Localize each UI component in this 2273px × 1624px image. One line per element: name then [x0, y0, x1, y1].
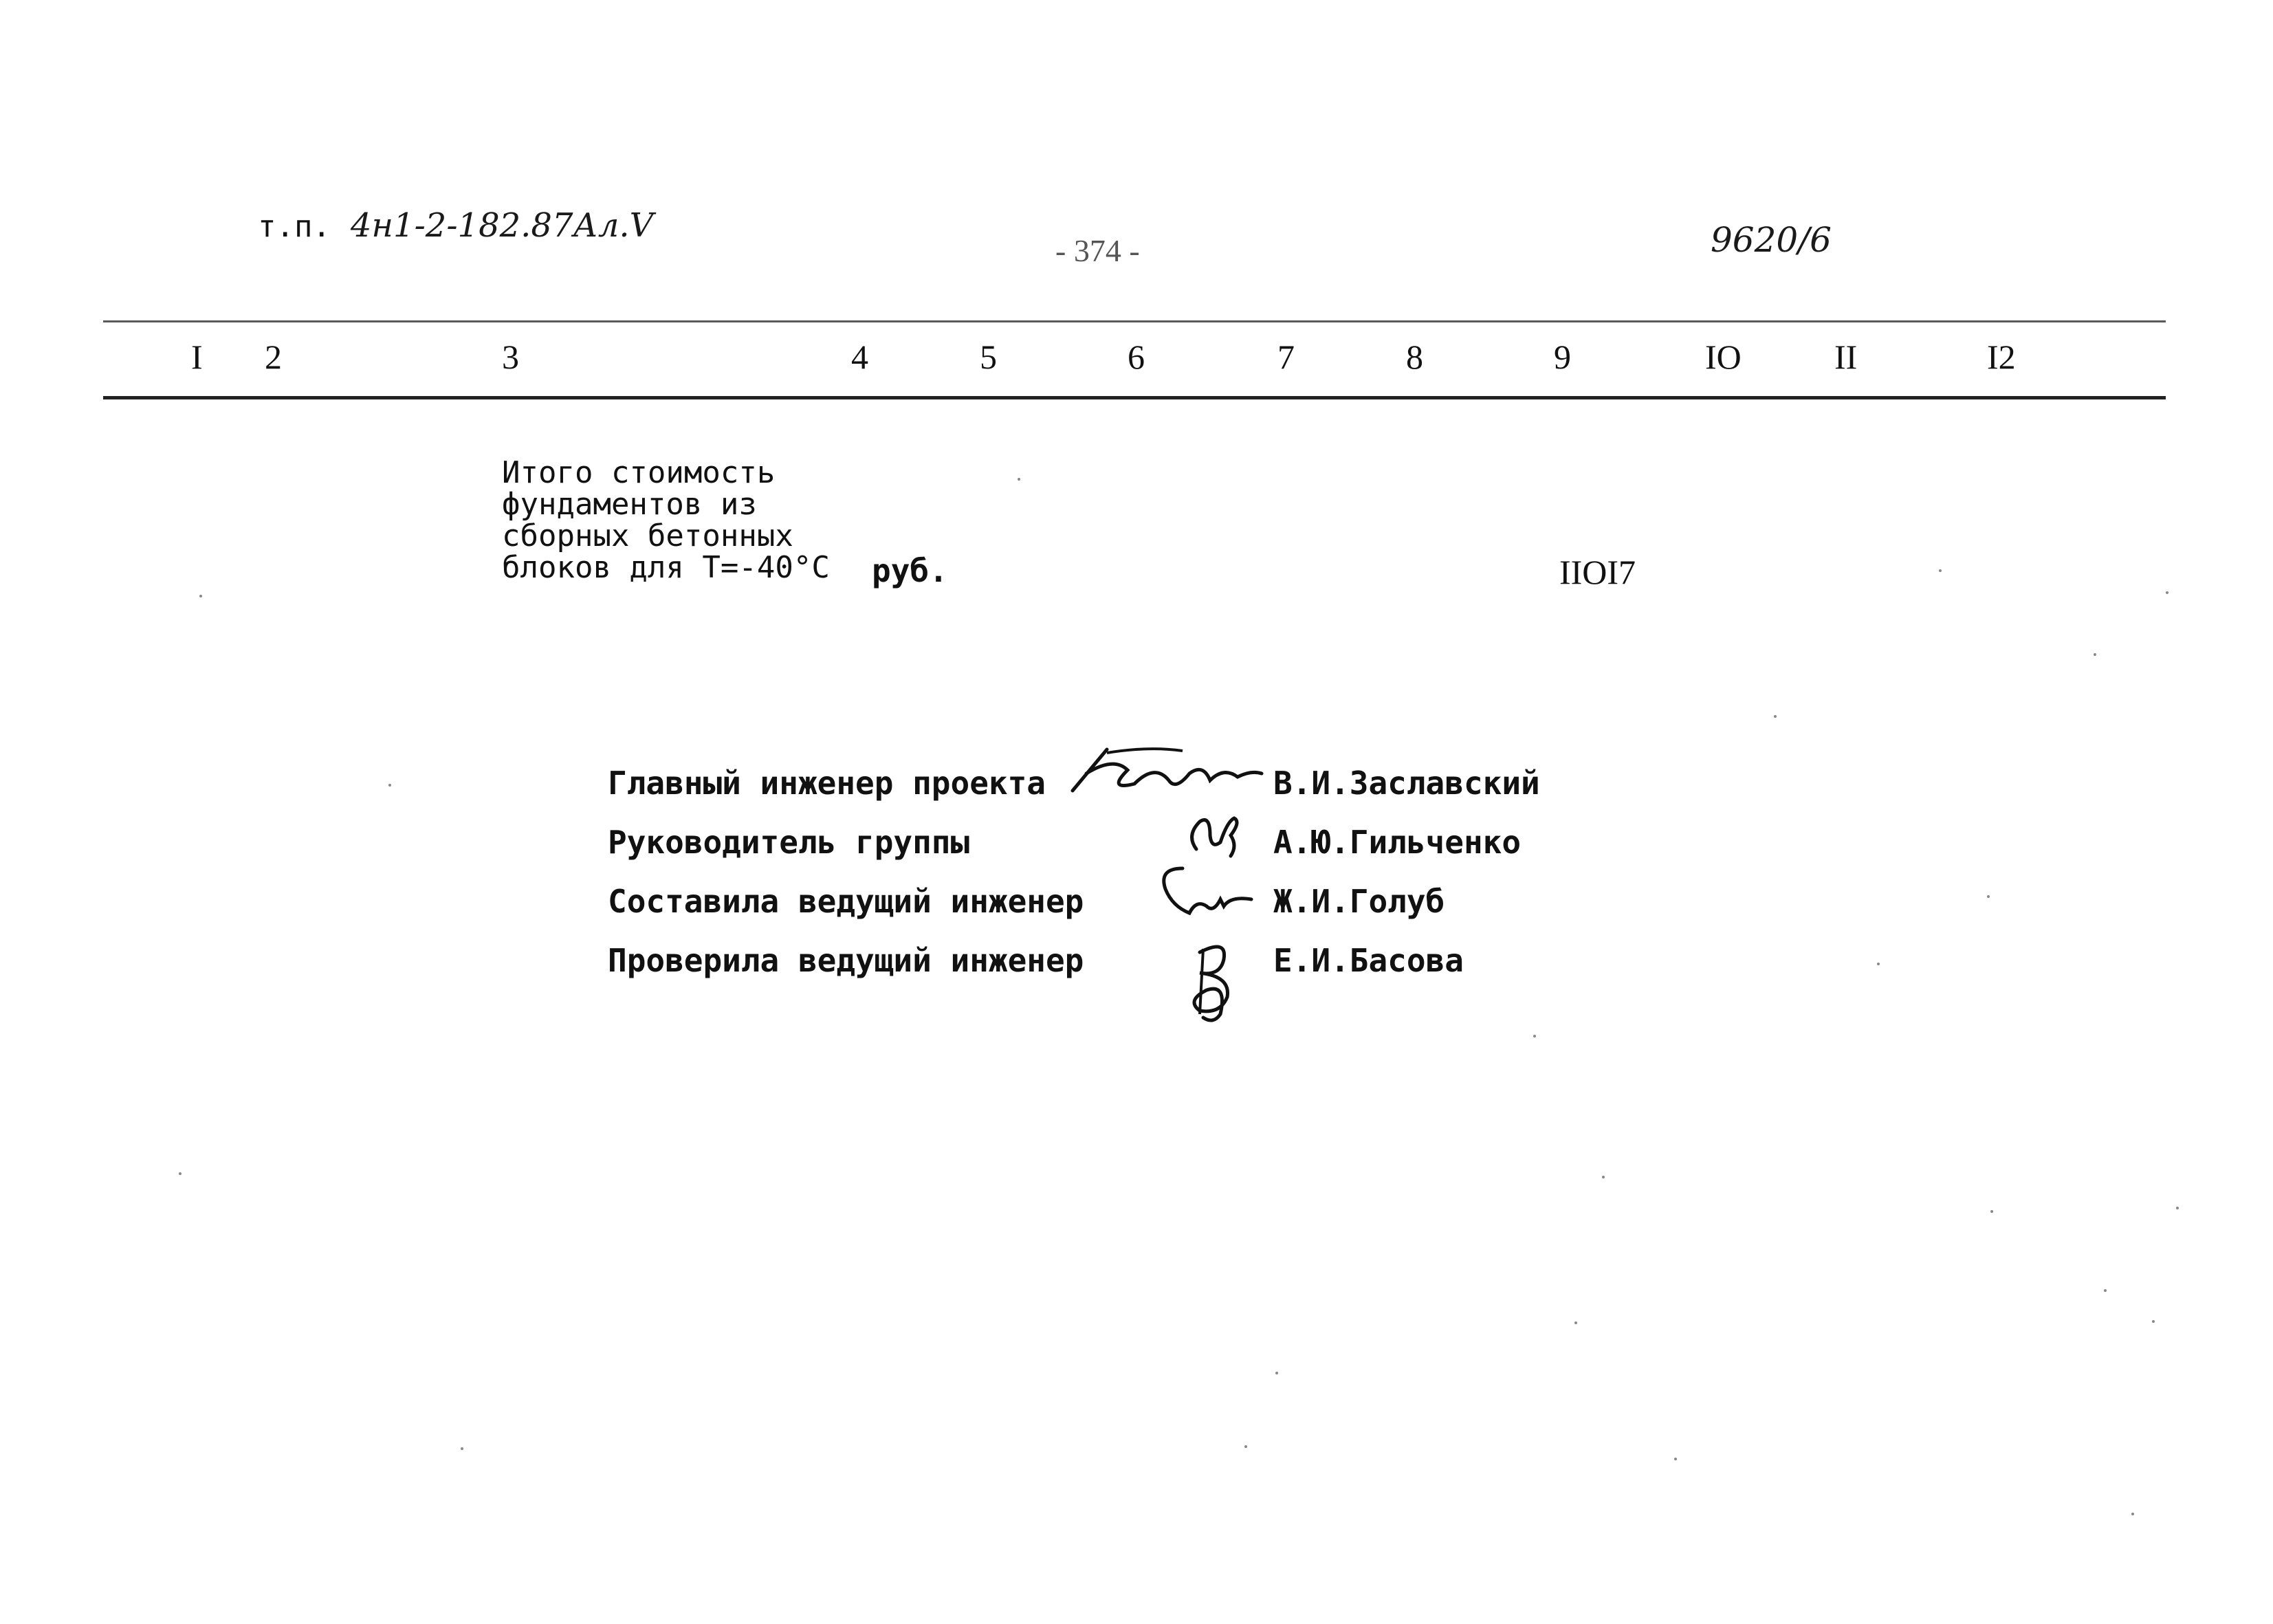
column-number: 4 — [851, 338, 868, 376]
signature-name: А.Ю.Гильченко — [1273, 824, 1522, 861]
item-total: IIOI7 — [1559, 553, 1636, 591]
column-number: 8 — [1406, 338, 1423, 376]
item-unit: руб. — [872, 552, 948, 589]
column-number: 7 — [1277, 338, 1295, 376]
scan-speck — [1939, 569, 1942, 572]
scan-speck — [1987, 895, 1990, 898]
scan-speck — [461, 1447, 463, 1450]
item-line: Итого стоимость — [502, 455, 776, 490]
table-top-rule — [103, 320, 2166, 322]
scan-speck — [1774, 715, 1777, 718]
signature-name: В.И.Заславский — [1273, 765, 1540, 802]
document-code — [258, 206, 653, 245]
scan-speck — [388, 784, 391, 787]
signature-name: Е.И.Басова — [1273, 942, 1464, 979]
scan-speck — [2094, 653, 2096, 656]
item-line: сборных бетонных — [502, 518, 793, 553]
signature-mark-gilchenko — [1183, 808, 1251, 863]
scan-speck — [2176, 1207, 2179, 1209]
document-number: 9620/6 — [1711, 220, 1832, 260]
code-handwritten: 4н1-2-182.87Ал.V — [350, 206, 654, 245]
scan-speck — [179, 1172, 182, 1175]
scan-speck — [2131, 1513, 2134, 1515]
column-number: 2 — [265, 338, 282, 376]
code-prefix: т.п. — [258, 209, 331, 244]
signature-mark-zaslavsky — [1066, 743, 1272, 804]
scan-speck — [1990, 1210, 1993, 1213]
scan-speck — [2152, 1320, 2155, 1323]
column-number: I2 — [1987, 338, 2016, 376]
scan-speck — [2166, 591, 2168, 594]
scan-speck — [2104, 1289, 2107, 1292]
column-number: I — [191, 338, 203, 376]
scan-speck — [1877, 963, 1880, 965]
signature-mark-golub — [1155, 858, 1258, 927]
column-number: 3 — [502, 338, 519, 376]
signature-role: Проверила ведущий инженер — [608, 942, 1084, 979]
table-bottom-rule — [103, 396, 2166, 399]
page-number: - 374 - — [1055, 233, 1140, 268]
signature-role: Главный инженер проекта — [608, 765, 1046, 802]
column-number: 9 — [1554, 338, 1571, 376]
scan-speck — [1674, 1458, 1677, 1460]
scan-speck — [1533, 1035, 1536, 1038]
signature-role: Составила ведущий инженер — [608, 883, 1084, 920]
signature-mark-basova — [1172, 939, 1248, 1028]
item-description — [502, 457, 830, 584]
scan-speck — [1244, 1445, 1247, 1448]
column-number: II — [1834, 338, 1858, 376]
item-line: блоков для Т=-40°С — [502, 550, 830, 585]
signature-role: Руководитель группы — [608, 824, 970, 861]
scan-speck — [1602, 1176, 1605, 1178]
column-number: 5 — [980, 338, 997, 376]
scan-speck — [1574, 1321, 1577, 1324]
column-number: 6 — [1128, 338, 1145, 376]
scan-speck — [1275, 1372, 1278, 1374]
item-line: фундаментов из — [502, 487, 757, 522]
column-number: IO — [1705, 338, 1742, 376]
scan-speck — [1018, 478, 1020, 481]
signature-name: Ж.И.Голуб — [1273, 883, 1445, 920]
scan-speck — [199, 595, 202, 597]
